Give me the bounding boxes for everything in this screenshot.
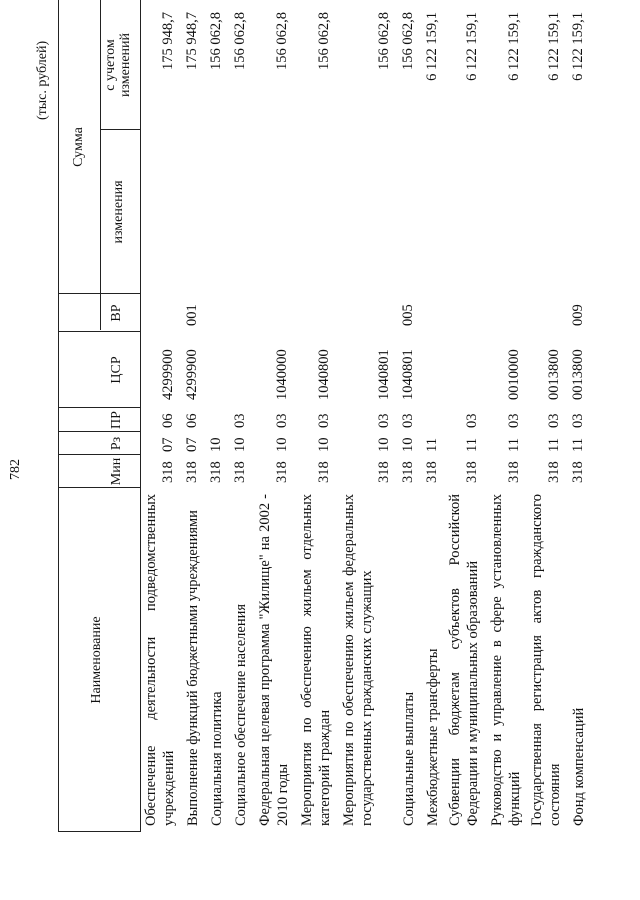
- row-total: 156 062,8: [232, 12, 248, 70]
- row-min: 318: [400, 461, 416, 483]
- col-divider-min-rz: [58, 454, 140, 455]
- row-total: 6 122 159,1: [506, 12, 522, 81]
- row-rz: 10: [208, 437, 224, 452]
- col-divider-csr-vr: [58, 331, 140, 332]
- row-name: Выполнение функций бюджетными учреждениями: [185, 510, 201, 826]
- row-min: 318: [376, 461, 392, 483]
- row-rz: 07: [160, 437, 176, 452]
- row-csr: 0013800: [570, 349, 586, 400]
- row-csr: 1040801: [400, 349, 416, 400]
- header-changes: изменения: [111, 180, 126, 244]
- row-name: Субвенции бюджетам субъектов Российской Федерации и муниципальных образований: [447, 494, 481, 826]
- row-name: Обеспечение деятельности подведомственных учреждений: [143, 494, 177, 826]
- row-rz: 11: [570, 438, 586, 452]
- row-min: 318: [208, 461, 224, 483]
- row-total: 175 948,7: [184, 12, 200, 70]
- row-csr: 1040800: [316, 349, 332, 400]
- row-rz: 10: [232, 437, 248, 452]
- row-name: Социальное обеспечение населения: [233, 603, 249, 826]
- row-csr: 4299900: [160, 349, 176, 400]
- row-rz: 11: [546, 438, 562, 452]
- row-vr: 001: [184, 304, 200, 326]
- page-number: 782: [8, 459, 23, 480]
- header-bottom-border: [140, 0, 141, 832]
- row-total: 175 948,7: [160, 12, 176, 70]
- header-vr: ВР: [109, 304, 124, 322]
- header-rz: Рз: [109, 436, 124, 451]
- row-csr: 0010000: [506, 349, 522, 400]
- row-pr: 03: [400, 413, 416, 428]
- row-csr: 4299900: [184, 349, 200, 400]
- row-total: 156 062,8: [274, 12, 290, 70]
- row-total: 6 122 159,1: [424, 12, 440, 81]
- header-csr: ЦСР: [109, 356, 124, 384]
- row-rz: 10: [400, 437, 416, 452]
- row-name: Межбюджетные трансферты: [425, 648, 441, 826]
- row-rz: 11: [424, 438, 440, 452]
- row-rz: 10: [376, 437, 392, 452]
- row-pr: 03: [570, 413, 586, 428]
- header-pr: ПР: [109, 411, 124, 429]
- row-csr: 1040801: [376, 349, 392, 400]
- row-total: 156 062,8: [208, 12, 224, 70]
- row-name: Мероприятия по обеспечению жильем федеральных государственных гражданских служащих: [341, 494, 375, 826]
- col-divider-vr-summa: [58, 293, 140, 294]
- row-name: Фонд компенсаций: [571, 707, 587, 826]
- summa-divider: [100, 0, 101, 330]
- row-min: 318: [316, 461, 332, 483]
- row-vr: 005: [400, 304, 416, 326]
- header-min: Мин: [109, 457, 124, 486]
- row-pr: 03: [316, 413, 332, 428]
- row-name: Руководство и управление в сфере установленных функций: [489, 494, 523, 826]
- row-min: 318: [546, 461, 562, 483]
- row-pr: 03: [274, 413, 290, 428]
- row-min: 318: [184, 461, 200, 483]
- row-csr: 0013800: [546, 349, 562, 400]
- header-with-changes: с учетом изменений: [103, 32, 133, 98]
- row-name: Мероприятия по обеспечению жильем отдельных категорий граждан: [299, 494, 333, 826]
- row-total: 6 122 159,1: [464, 12, 480, 81]
- units-note: (тыс. рублей): [35, 40, 50, 120]
- row-name: Государственная регистрация актов гражданского состояния: [529, 494, 563, 826]
- row-name: Социальная политика: [209, 691, 225, 826]
- row-pr: 03: [464, 413, 480, 428]
- header-summa: Сумма: [71, 127, 86, 167]
- row-total: 156 062,8: [316, 12, 332, 70]
- table-top-border: [58, 0, 59, 832]
- row-rz: 11: [464, 438, 480, 452]
- row-rz: 10: [316, 437, 332, 452]
- row-name: Федеральная целевая программа "Жилище" на 2002 - 2010 годы: [257, 494, 291, 826]
- row-pr: 03: [232, 413, 248, 428]
- row-rz: 11: [506, 438, 522, 452]
- row-vr: 009: [570, 304, 586, 326]
- col-divider-rz-pr: [58, 431, 140, 432]
- row-min: 318: [274, 461, 290, 483]
- col-divider-pr-csr: [58, 407, 140, 408]
- row-min: 318: [160, 461, 176, 483]
- row-rz: 07: [184, 437, 200, 452]
- row-min: 318: [464, 461, 480, 483]
- row-rz: 10: [274, 437, 290, 452]
- row-pr: 06: [184, 413, 200, 428]
- header-name: Наименование: [89, 616, 104, 704]
- row-min: 318: [232, 461, 248, 483]
- row-pr: 03: [506, 413, 522, 428]
- row-total: 156 062,8: [400, 12, 416, 70]
- row-min: 318: [424, 461, 440, 483]
- row-pr: 06: [160, 413, 176, 428]
- row-name: Социальные выплаты: [401, 691, 417, 826]
- row-min: 318: [570, 461, 586, 483]
- row-pr: 03: [546, 413, 562, 428]
- row-total: 156 062,8: [376, 12, 392, 70]
- row-total: 6 122 159,1: [570, 12, 586, 81]
- row-csr: 1040000: [274, 349, 290, 400]
- row-min: 318: [506, 461, 522, 483]
- row-total: 6 122 159,1: [546, 12, 562, 81]
- row-pr: 03: [376, 413, 392, 428]
